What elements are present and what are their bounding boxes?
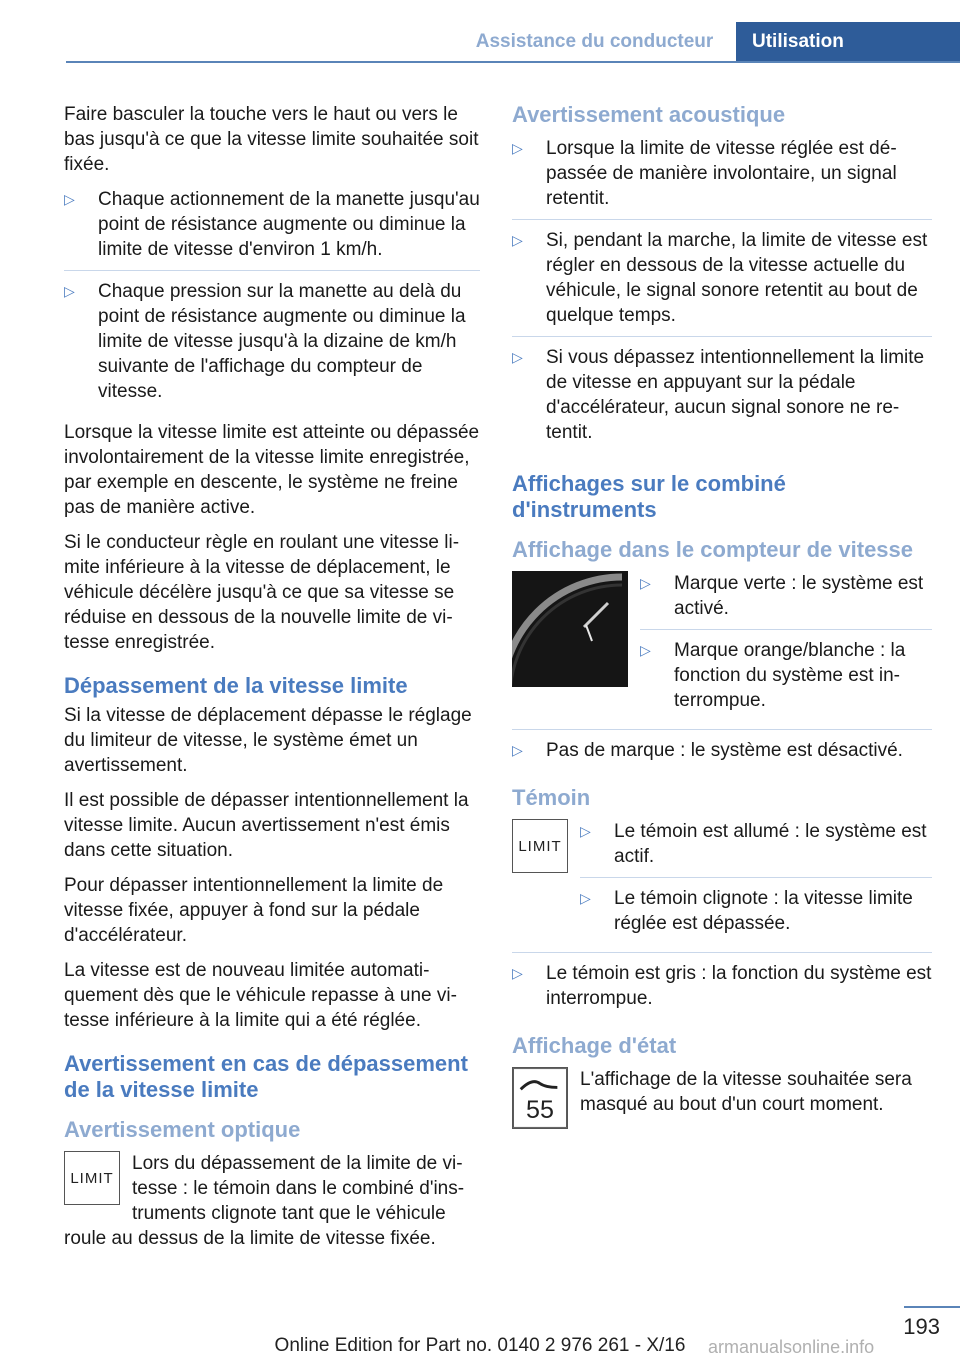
intro-paragraph: Faire basculer la touche vers le haut ou vers le bas jusqu'à ce que la vitesse limite souhaitée soit fixée. [64, 104, 479, 175]
left-column [64, 102, 480, 1261]
triangle-bullet-icon: ▷ [580, 823, 591, 839]
list-item: ▷ Lorsque la limite de vitesse réglée est dépassée de manière involontaire, un signal retentit. [512, 136, 932, 220]
temoin-row [512, 819, 932, 944]
triangle-bullet-icon: ▷ [512, 965, 523, 981]
speedometer-marker-icon [512, 571, 628, 687]
paragraph: roule au dessus de la limite de vitesse fixée. [64, 1228, 436, 1249]
list-item: ▷ Le témoin clignote : la vitesse limite réglée est dépassée. [580, 888, 913, 934]
paragraph: Si la vitesse de déplacement dépasse le réglage du limiteur de vitesse, le système émet un avertissement. [64, 705, 472, 776]
speed-limit-state-icon [512, 1067, 568, 1129]
triangle-bullet-icon: ▷ [64, 283, 75, 299]
footer-edition: Online Edition for Part no. 0140 2 976 261 - X/16 [274, 1335, 686, 1356]
paragraph: L'affichage de la vitesse souhaitée sera masqué au bout d'un court moment. [580, 1069, 912, 1115]
triangle-bullet-icon: ▷ [512, 140, 523, 156]
section-heading-depassement: Dépassement de la vitesse limite [64, 673, 408, 698]
etat-row [512, 1067, 932, 1129]
header-rule [66, 61, 960, 63]
acoustique-bullet-list [512, 136, 932, 453]
paragraph: Lorsque la vitesse limite est atteinte ou dépassée involontairement de la vitesse limite enregistrée, par exemple en descente, le système ne freine pas de manière active. [64, 422, 480, 518]
triangle-bullet-icon: ▷ [512, 232, 523, 248]
list-item: ▷ Si vous dépassez intentionnellement la limite de vitesse en appuyant sur la pédale d'accélérateur, aucun signal sonore ne retentit. [512, 347, 925, 443]
temoin-bullet-list [580, 819, 932, 944]
triangle-bullet-icon: ▷ [640, 575, 651, 591]
paragraph: Lors du dépassement de la limite de vitesse : le témoin dans le combiné d'instruments clignote tant que le véhicule [132, 1153, 465, 1224]
paragraph: Si le conducteur règle en roulant une vitesse limite inférieure à la vitesse de déplacement, le véhicule décélère jusqu'à ce que sa vitesse se réduise en dessous de la nouvelle limite de vitesse enregistrée. [64, 532, 460, 653]
subheading-temoin: Témoin [512, 785, 591, 810]
list-item: ▷ Marque verte : le système est activé. [640, 571, 932, 630]
list-item: ▷ Le témoin est gris : la fonction du système est interrompue. [512, 963, 932, 1009]
list-item: ▷ Marque orange/blanche : la fonction du système est interrompue. [640, 640, 906, 711]
adjust-bullet-list [64, 187, 480, 412]
paragraph: Pour dépasser intentionnellement la limite de vitesse fixée, appuyer à fond sur la pédale d'accélérateur. [64, 875, 444, 946]
page-number: 193 [903, 1314, 940, 1339]
list-item: ▷ Pas de marque : le système est désactivé. [512, 740, 903, 761]
section-heading-avertissement: Avertissement en cas de dépassement de la vitesse limite [64, 1051, 468, 1102]
subheading-optique: Avertissement optique [64, 1117, 301, 1142]
subheading-acoustique: Avertissement acoustique [512, 102, 786, 127]
optique-row [64, 1151, 480, 1226]
triangle-bullet-icon: ▷ [512, 349, 523, 365]
triangle-bullet-icon: ▷ [640, 642, 651, 658]
limit-indicator-icon: LIMIT [64, 1151, 120, 1205]
temoin-after-list [512, 952, 932, 1019]
footer-watermark: armanualsonline.info [708, 1337, 875, 1357]
compteur-after-list [512, 729, 932, 771]
section-heading-affichages: Affichages sur le combiné d'instruments [512, 471, 786, 522]
triangle-bullet-icon: ▷ [512, 742, 523, 758]
subheading-compteur: Affichage dans le compteur de vitesse [512, 537, 914, 562]
compteur-row [512, 571, 932, 721]
list-item: ▷ Le témoin est allumé : le système est actif. [580, 819, 932, 878]
list-item: ▷ Chaque actionnement de la manette jusqu'au point de résistance augmente ou diminue la limite de vitesse d'environ 1 km/h. [64, 187, 480, 271]
header-chapter-tab: Utilisation [736, 22, 960, 62]
subheading-etat: Affichage d'état [512, 1033, 677, 1058]
triangle-bullet-icon: ▷ [64, 191, 75, 207]
footer-rule [904, 1306, 960, 1308]
paragraph: Il est possible de dépasser intentionnellement la vitesse limite. Aucun avertissement n'est émis dans cette situation. [64, 790, 469, 861]
compteur-bullet-list [640, 571, 932, 721]
paragraph: La vitesse est de nouveau limitée automatiquement dès que le véhicule repasse à une vitesse inférieure à la limite qui a été réglée. [64, 960, 457, 1031]
limit-indicator-icon: LIMIT [512, 819, 568, 873]
right-column [512, 102, 932, 1137]
list-item: ▷ Chaque pression sur la manette au delà du point de résistance augmente ou diminue la limite de vitesse jusqu'à la dizaine de km/h suivante de l'affichage du compteur de vitesse. [64, 281, 466, 402]
state-speed-value: 55 [526, 1096, 554, 1125]
triangle-bullet-icon: ▷ [580, 890, 591, 906]
header-section-title: Assistance du conducteur [475, 31, 714, 52]
list-item: ▷ Si, pendant la marche, la limite de vitesse est régler en dessous de la vitesse actuelle du véhicule, le signal sonore retentit au bout de quelque temps. [512, 228, 932, 337]
